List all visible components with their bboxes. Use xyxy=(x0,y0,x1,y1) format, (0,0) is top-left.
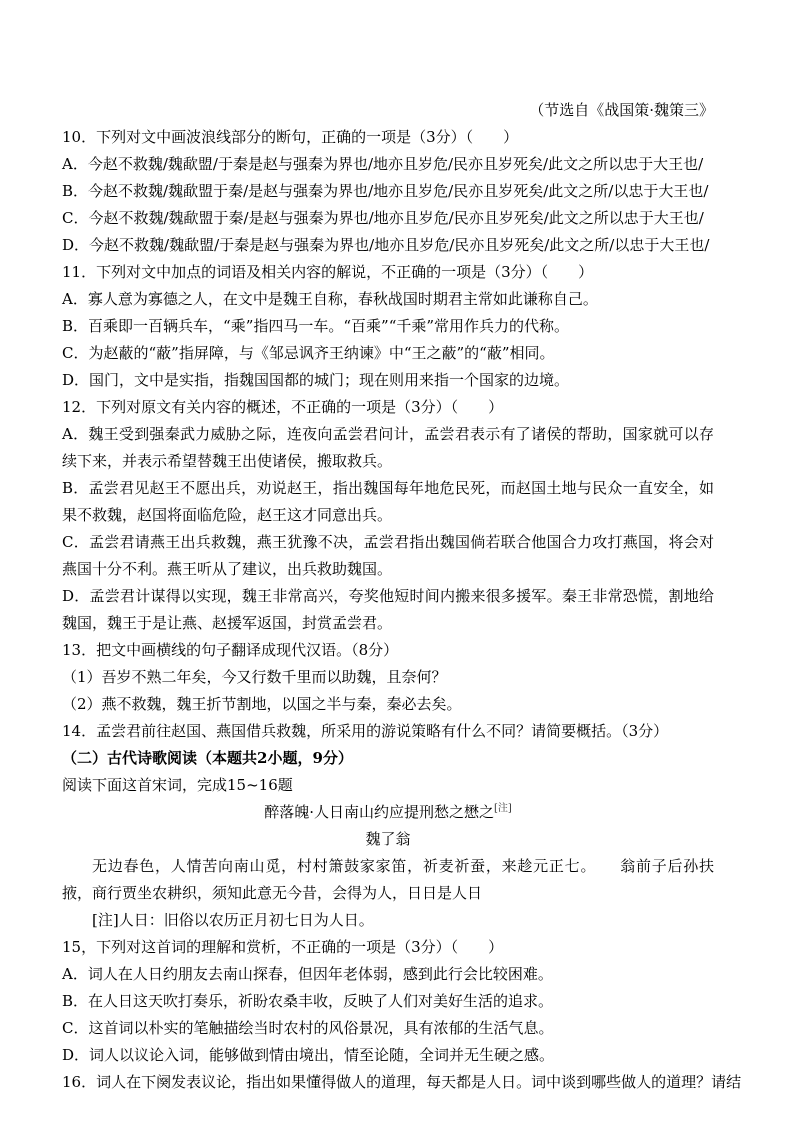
q10-stem: 10．下列对文中画波浪线部分的断句，正确的一项是（3分）（ ） xyxy=(62,128,519,146)
q15-option-c: C．这首词以朴实的笔触描绘当时农村的风俗景况，具有浓郁的生活气息。 xyxy=(62,1019,554,1037)
q15-option-a: A．词人在人日约朋友去南山探春，但因年老体弱，感到此行会比较困难。 xyxy=(62,965,553,983)
q14-stem: 14．孟尝君前往赵国、燕国借兵救魏，所采用的游说策略有什么不同？请简要概括。（3分） xyxy=(62,722,669,740)
poem-text: 无边春色，人情苦向南山觅，村村箫鼓家家笛，祈麦祈蚕，来趁元正七。 翁前子后孙扶掖，商行贾坐农耕织，须知此意无今昔，会得为人，日日是人日 xyxy=(62,857,714,902)
poem-note: [注]人日：旧俗以农历正月初七日为人日。 xyxy=(92,911,374,929)
q15-option-b: B．在人日这天吹打奏乐，祈盼农桑丰收，反映了人们对美好生活的追求。 xyxy=(62,992,554,1010)
q12-stem: 12．下列对原文有关内容的概述，不正确的一项是（3分）（ ） xyxy=(62,398,504,416)
q10-option-c: C．今赵不救魏/魏歃盟于秦/是赵与强秦为界也/地亦且岁危/民亦且岁死矣/此文之所以忠于大王也/ xyxy=(62,209,704,227)
q16-stem: 16．词人在下阕发表议论，指出如果懂得做人的道理，每天都是人日。词中谈到哪些做人的道理？请结 xyxy=(62,1073,742,1091)
q10-option-d: D．今赵不救魏/魏歃盟/于秦是赵与强秦为界也/地亦且岁危/民亦且岁死矣/此文之所/以忠于大王也/ xyxy=(62,236,710,254)
q11-option-d: D．国门，文中是实指，指魏国国都的城门；现在则用来指一个国家的边境。 xyxy=(62,371,570,389)
q12-option-a: A．魏王受到强秦武力威胁之际，连夜向孟尝君问计，孟尝君表示有了诸侯的帮助，国家就可以存续下来，并表示希望替魏王出使诸侯，搬取救兵。 xyxy=(62,425,714,470)
source-attribution: （节选自《战国策·魏策三》 xyxy=(529,101,714,119)
poem-title: 醉落魄·人日南山约应提刑愁之懋之 xyxy=(264,803,494,821)
poem-title-note-mark: [注] xyxy=(493,803,512,814)
q12-option-c: C．孟尝君请燕王出兵救魏，燕王犹豫不决，孟尝君指出魏国倘若联合他国合力攻打燕国，将会对燕国十分不利。燕王听从了建议，出兵救助魏国。 xyxy=(62,533,714,578)
q13-stem: 13．把文中画横线的句子翻译成现代汉语。（8分） xyxy=(62,641,399,659)
q11-option-b: B．百乘即一百辆兵车，“乘”指四马一车。“百乘”“千乘”常用作兵力的代称。 xyxy=(62,317,570,335)
q11-option-c: C．为赵蔽的“蔽”指屏障，与《邹忌讽齐王纳谏》中“王之蔽”的“蔽”相同。 xyxy=(62,344,555,362)
q13-subitem-1: （1）吾岁不熟二年矣，今又行数千里而以助魏，且奈何？ xyxy=(62,668,447,686)
q15-stem: 15，下列对这首词的理解和赏析，不正确的一项是（3分）（ ） xyxy=(62,938,504,956)
poem-title-line xyxy=(62,799,714,826)
q13-subitem-2: （2）燕不救魏，魏王折节割地，以国之半与秦，秦必去矣。 xyxy=(62,695,462,713)
q12-option-b: B．孟尝君见赵王不愿出兵，劝说赵王，指出魏国每年地危民死，而赵国土地与民众一直安全，如果不救魏，赵国将面临危险，赵王这才同意出兵。 xyxy=(62,479,714,524)
q15-option-d: D．词人以议论入词，能够做到情由境出，情至论随，全词并无生硬之感。 xyxy=(62,1046,555,1064)
q11-option-a: A．寡人意为寡德之人，在文中是魏王自称，春秋战国时期君主常如此谦称自己。 xyxy=(62,290,598,308)
q12-option-d: D．孟尝君计谋得以实现，魏王非常高兴，夸奖他短时间内搬来很多援军。秦王非常恐慌，割地给魏国，魏王于是让燕、赵援军返国，封赏孟尝君。 xyxy=(62,587,714,632)
q10-option-b: B．今赵不救魏/魏歃盟于秦/是赵与强秦为界也/地亦且岁危/民亦且岁死矣/此文之所/以忠于大王也/ xyxy=(62,182,709,200)
reading-intro: 阅读下面这首宋词，完成15~16题 xyxy=(62,776,293,794)
poem-author: 魏了翁 xyxy=(365,830,411,848)
q10-option-a: A．今赵不救魏/魏歃盟/于秦是赵与强秦为界也/地亦且岁危/民亦且岁死矣/此文之所以忠于大王也/ xyxy=(62,155,704,173)
q11-stem: 11．下列对文中加点的词语及相关内容的解说，不正确的一项是（3分）（ ） xyxy=(62,263,594,281)
section-heading: （二）古代诗歌阅读（本题共2小题，9分） xyxy=(62,749,353,767)
